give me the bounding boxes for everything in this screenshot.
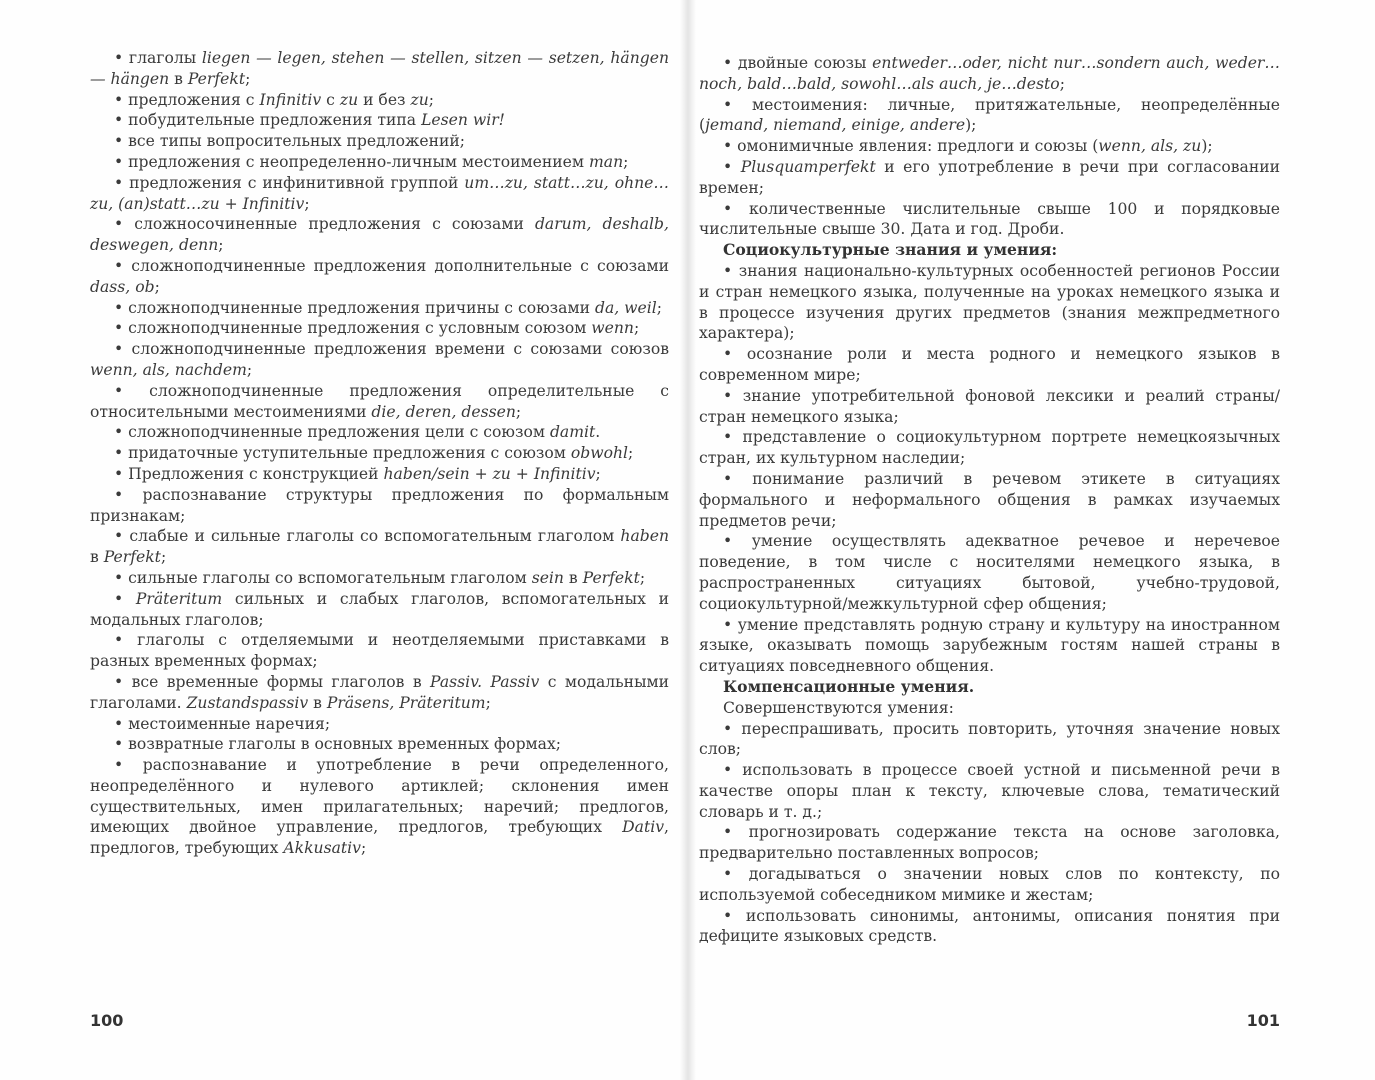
text-run: сильных и слабых глаголов, вспомогательных и модальных глаголов;: [90, 589, 669, 629]
list-item: [699, 469, 1280, 531]
text-run: и его употребление в речи при согласовании времен;: [699, 157, 1281, 197]
text-run: • сложноподчиненные предложения времени с союзами союзов: [114, 340, 669, 359]
text-run: ;: [623, 152, 629, 171]
list-item: [699, 53, 1280, 95]
text-run: • знания национально-культурных особенностей регионов России и стран немецкого языка, полученные на уроках немецкого языка и в процессе изучения других предметов (знания межпредметного характера);: [699, 261, 1280, 343]
text-run: • сильные глаголы со вспомогательным глаголом: [114, 568, 532, 587]
list-item: [90, 714, 669, 735]
italic-term: Passiv. Passiv: [430, 672, 540, 691]
text-run: • предложения с неопределенно-личным местоимением: [114, 152, 589, 171]
text-run: • глаголы: [114, 49, 202, 67]
text-run: ;: [360, 839, 367, 858]
text-run: с: [321, 90, 340, 109]
text-run: • догадываться о значении новых слов по контексту, по используемой собеседником мимике и жестам;: [699, 865, 1280, 904]
list-item: [90, 755, 669, 859]
text-run: • знание употребительной фоновой лексики и реалий страны/стран немецкого языка;: [699, 386, 1280, 426]
text-run: • омонимичные явления: предлоги и союзы (: [723, 137, 1099, 156]
text-run: • Предложения с конструкцией: [114, 464, 384, 483]
italic-term: liegen — legen, stehen — stellen, sitzen — setzen, hängen — hängen: [90, 49, 669, 88]
text-run: ;: [485, 693, 491, 712]
text-run: ;: [218, 236, 224, 255]
text-run: • местоимения: личные, притяжательные, неопределённые (: [699, 95, 1280, 135]
italic-term: Lesen wir!: [421, 111, 505, 130]
right-page: [687, 0, 1375, 1080]
text-run: ;: [304, 194, 310, 213]
list-item: [90, 630, 669, 672]
list-item: [90, 526, 669, 568]
text-run: • переспрашивать, просить повторить, уточняя значение новых слов;: [699, 719, 1280, 759]
text-run: • придаточные уступительные предложения с союзом: [114, 444, 571, 463]
italic-term: Präsens, Präteritum: [326, 693, 486, 712]
text-run: );: [1201, 137, 1213, 156]
text-run: в: [308, 693, 327, 712]
list-item: [90, 48, 669, 90]
text-run: ;: [428, 90, 435, 109]
text-run: • распознавание и употребление в речи определенного, неопределённого и нулевого артиклей; склонения имен существительных, имен прилагательных; наречий; предлогов, имеющих двойное управление, предлогов, требующих: [90, 756, 669, 837]
list-item: [699, 822, 1280, 864]
italic-term: jemand, niemand, einige, andere: [705, 116, 966, 135]
list-item: [90, 298, 669, 319]
text-run: ;: [628, 444, 634, 463]
list-item: [90, 672, 669, 714]
italic-term: Infinitiv: [259, 90, 322, 109]
text-run: • осознание роли и места родного и немецкого языков в современном мире;: [699, 345, 1280, 384]
text-run: • представление о социокультурном портрете немецкоязычных стран, их культурном наследии;: [699, 428, 1280, 468]
text-run: • сложноподчиненные предложения с условным союзом: [114, 319, 592, 338]
italic-term: sein: [531, 568, 564, 587]
list-item: [90, 568, 669, 589]
text-run: , предлогов, требующих: [90, 818, 669, 858]
text-run: ;: [515, 402, 522, 421]
italic-term: wenn, als, nachdem: [90, 360, 247, 379]
list-item: [699, 615, 1280, 677]
text-run: • сложноподчиненные предложения цели с союзом: [114, 423, 550, 442]
list-item: [90, 90, 669, 111]
text-run: • побудительные предложения типа: [114, 111, 422, 130]
text-run: •: [114, 589, 136, 608]
italic-term: zu: [339, 90, 359, 109]
italic-term: darum, deshalb, deswegen, denn: [90, 215, 669, 255]
list-item: [699, 261, 1280, 344]
list-item: [90, 381, 669, 423]
text-run: ;: [639, 568, 646, 587]
text-run: • сложноподчиненные предложения определительные с относительными местоимениями: [90, 381, 669, 421]
text-run: • предложения с инфинитивной группой: [114, 173, 465, 192]
list-item: [90, 131, 669, 152]
italic-term: Zustandspassiv: [186, 693, 309, 712]
italic-term: da, weil: [594, 298, 657, 317]
text-run: • использовать синонимы, антонимы, описания понятия при дефиците языковых средств.: [699, 906, 1280, 946]
text-run: • умение осуществлять адекватное речевое и неречевое поведение, в том числе с носителями немецкого языка, в распространенных ситуациях бытовой, учебно-трудовой, социокультурной/межкультурной сфер общения;: [699, 532, 1280, 613]
list-item: [90, 485, 669, 527]
section-heading: Компенсационные умения.: [723, 676, 975, 696]
list-item: [90, 734, 669, 755]
list-item: [699, 906, 1280, 948]
italic-term: entweder…oder, nicht nur…sondern auch, weder…noch, bald…bald, sowohl…als auch, je…desto: [699, 54, 1280, 93]
text-run: • распознавание структуры предложения по формальным признакам;: [90, 485, 669, 525]
text-run: • все типы вопросительных предложений;: [114, 132, 466, 151]
left-page: [0, 0, 687, 1080]
list-item: [90, 443, 669, 464]
list-item: [699, 760, 1280, 822]
text-run: • местоименные наречия;: [114, 714, 331, 733]
italic-term: Dativ: [622, 818, 665, 837]
list-item: [90, 110, 669, 131]
text-run: • прогнозировать содержание текста на основе заголовка, предварительно поставленных вопросов;: [699, 823, 1280, 863]
text-run: ;: [633, 319, 640, 338]
italic-term: um…zu, statt…zu, ohne…zu, (an)statt…zu + Infinitiv: [90, 173, 669, 213]
right-page-text: [699, 53, 1280, 947]
italic-term: dass, ob: [90, 277, 155, 296]
list-item: [90, 339, 669, 381]
text-run: • двойные союзы: [723, 54, 873, 72]
list-item: [699, 157, 1280, 199]
text-run: ;: [154, 277, 160, 296]
list-item: [90, 214, 669, 256]
text-run: •: [723, 157, 741, 176]
text-run: в: [169, 69, 188, 88]
text-run: ;: [246, 360, 253, 379]
text-run: • сложносочиненные предложения с союзами: [114, 215, 535, 234]
text-run: • сложноподчиненные предложения дополнительные с союзами: [114, 256, 669, 275]
italic-term: damit: [549, 423, 596, 442]
list-item: [90, 589, 669, 631]
text-run: и без: [358, 90, 411, 109]
list-item: [699, 719, 1280, 761]
italic-term: wenn, als, zu: [1098, 137, 1202, 156]
list-item: [90, 173, 669, 215]
text-run: • слабые и сильные глаголы со вспомогательным глаголом: [114, 527, 621, 546]
text-run: • понимание различий в речевом этикете в ситуациях формального и неформального общения в рамках изучаемых предметов речи;: [699, 469, 1280, 530]
list-item: [90, 318, 669, 339]
text-run: ;: [595, 464, 601, 483]
list-item: [699, 427, 1280, 469]
italic-term: obwohl: [570, 444, 629, 463]
italic-term: man: [588, 152, 624, 171]
text-run: • использовать в процессе своей устной и письменной речи в качестве опоры план к тексту, ключевые слова, тематический словарь и т. д.;: [699, 761, 1280, 821]
list-item: [90, 152, 669, 173]
list-item: [699, 199, 1280, 241]
text-run: ;: [160, 548, 167, 567]
italic-term: wenn: [591, 319, 634, 338]
text-run: ;: [656, 298, 662, 317]
page-number-right: 101: [1246, 1011, 1280, 1030]
text-run: • количественные числительные свыше 100 и порядковые числительные свыше 30. Дата и год. Дроби.: [699, 199, 1280, 239]
list-item: [90, 464, 669, 485]
text-run: в: [563, 568, 583, 587]
text-run: ;: [245, 69, 251, 88]
italic-term: Perfekt: [187, 69, 246, 88]
text-run: • сложноподчиненные предложения причины с союзами: [114, 298, 595, 317]
list-item: [90, 256, 669, 298]
text-run: ;: [1059, 74, 1065, 93]
italic-term: zu: [410, 90, 429, 109]
italic-term: Akkusativ: [283, 839, 361, 858]
list-item: [699, 864, 1280, 906]
italic-term: die, deren, dessen: [371, 402, 516, 421]
page-number-left: 100: [90, 1011, 124, 1030]
italic-term: haben/sein + zu + Infinitiv: [383, 464, 596, 483]
list-item: [699, 136, 1280, 157]
section-heading: Социокультурные знания и умения:: [723, 240, 1058, 260]
italic-term: Plusquamperfekt: [740, 157, 876, 176]
italic-term: Präteritum: [135, 589, 223, 608]
italic-term: haben: [620, 527, 669, 546]
italic-term: Perfekt: [103, 548, 161, 567]
text-run: с модальными глаголами.: [90, 672, 670, 712]
paragraph: Совершенствуются умения:: [723, 698, 954, 717]
text-run: .: [595, 423, 601, 442]
list-item: [699, 95, 1280, 137]
text-run: в: [90, 548, 104, 567]
list-item: [699, 386, 1280, 428]
text-run: • глаголы с отделяемыми и неотделяемыми приставками в разных временных формах;: [90, 631, 669, 671]
left-page-text: [90, 48, 669, 859]
list-item: [699, 344, 1280, 386]
italic-term: Perfekt: [582, 568, 640, 587]
text-run: • предложения с: [114, 90, 260, 109]
text-run: • все временные формы глаголов в: [114, 672, 431, 691]
text-run: • умение представлять родную страну и культуру на иностранном языке, оказывать помощь зарубежным гостям нашей страны в ситуациях повседневного общения.: [699, 615, 1280, 676]
text-run: • возвратные глаголы в основных временных формах;: [114, 735, 562, 754]
list-item: [699, 531, 1280, 614]
text-run: );: [965, 116, 977, 135]
list-item: [90, 422, 669, 443]
